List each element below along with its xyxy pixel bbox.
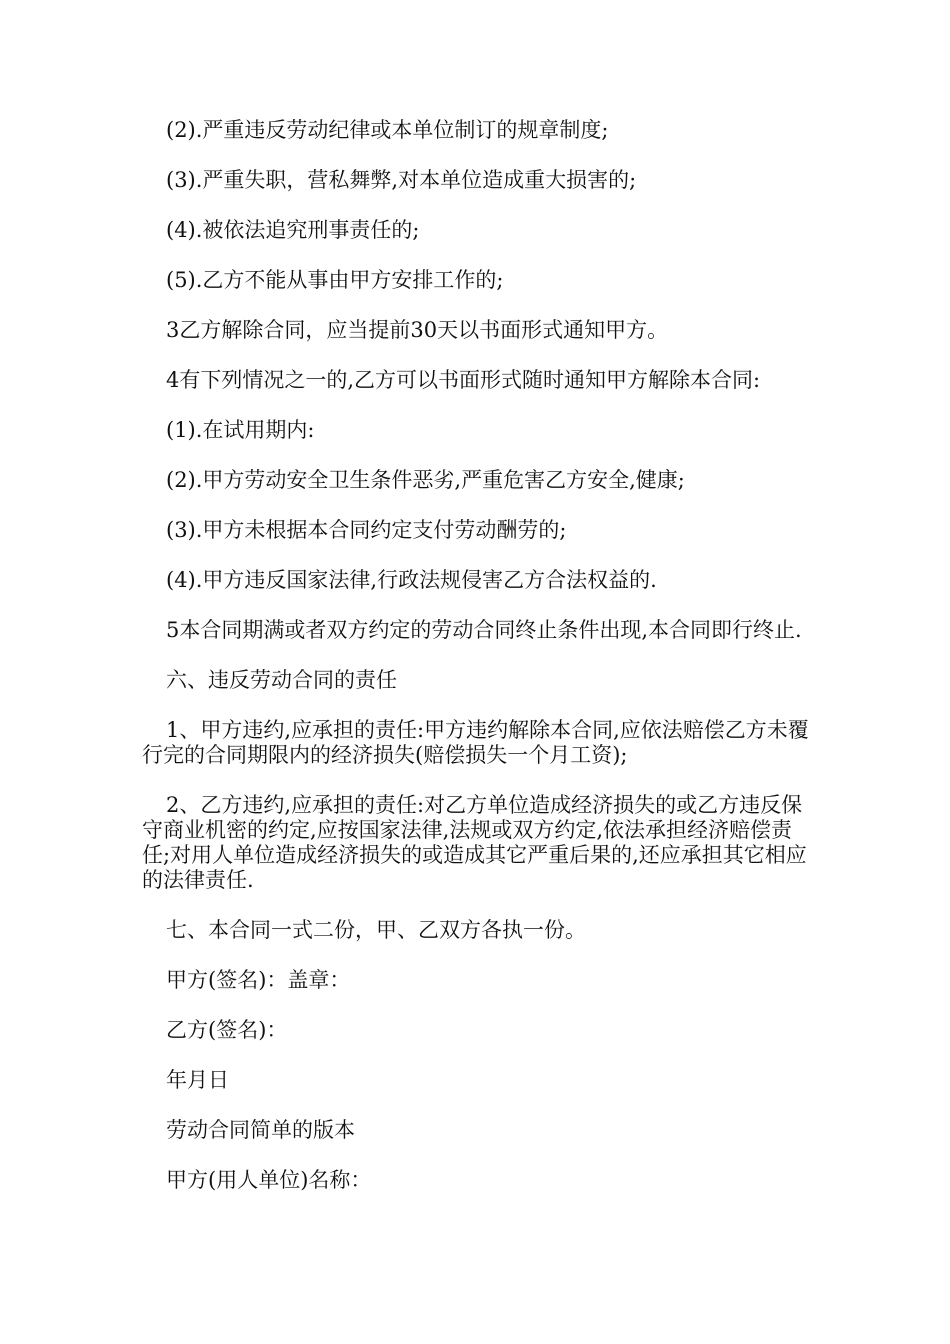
clause-4-item-4: (4).甲方违反国家法律,行政法规侵害乙方合法权益的. — [166, 568, 657, 592]
clause-item-2: (2).严重违反劳动纪律或本单位制订的规章制度; — [166, 118, 609, 142]
section-6-party-b-liability: 2、乙方违约,应承担的责任:对乙方单位造成经济损失的或乙方违反保守商业机密的约定,应按国家法律,法规或双方约定,依法承担经济赔偿责任;对用人单位造成经济损失的或造成其它严重后果的,还应承担其它相应的法律责任. — [142, 793, 807, 892]
clause-4-item-2: (2).甲方劳动安全卫生条件恶劣,严重危害乙方安全,健康; — [166, 468, 685, 492]
clause-4-conditions: 4有下列情况之一的,乙方可以书面形式随时通知甲方解除本合同: — [166, 368, 761, 392]
party-a-signature-line: 甲方(签名)：盖章： — [166, 968, 351, 992]
new-document-title: 劳动合同简单的版本 — [166, 1118, 355, 1142]
section-6-party-a-liability: 1、甲方违约,应承担的责任:甲方违约解除本合同,应依法赔偿乙方未覆行完的合同期限内的经济损失(赔偿损失一个月工资); — [142, 718, 809, 767]
clause-item-3: (3).严重失职，营私舞弊,对本单位造成重大损害的; — [166, 168, 637, 192]
clause-item-5: (5).乙方不能从事由甲方安排工作的; — [166, 268, 504, 292]
section-6-heading: 六、违反劳动合同的责任 — [166, 668, 397, 692]
section-7-copies: 七、本合同一式二份，甲、乙双方各执一份。 — [166, 918, 586, 942]
clause-4-item-3: (3).甲方未根据本合同约定支付劳动酬劳的; — [166, 518, 567, 542]
clause-3-party-b-termination: 3乙方解除合同，应当提前30天以书面形式通知甲方。 — [166, 318, 669, 342]
document-body — [142, 118, 812, 1193]
date-line: 年月日 — [166, 1068, 229, 1092]
clause-item-4: (4).被依法追究刑事责任的; — [166, 218, 420, 242]
employer-name-line: 甲方(用人单位)名称： — [166, 1168, 372, 1192]
party-b-signature-line: 乙方(签名)： — [166, 1018, 288, 1042]
clause-4-item-1: (1).在试用期内: — [166, 418, 315, 442]
clause-5-expiry: 5本合同期满或者双方约定的劳动合同终止条件出现,本合同即行终止. — [166, 618, 802, 642]
